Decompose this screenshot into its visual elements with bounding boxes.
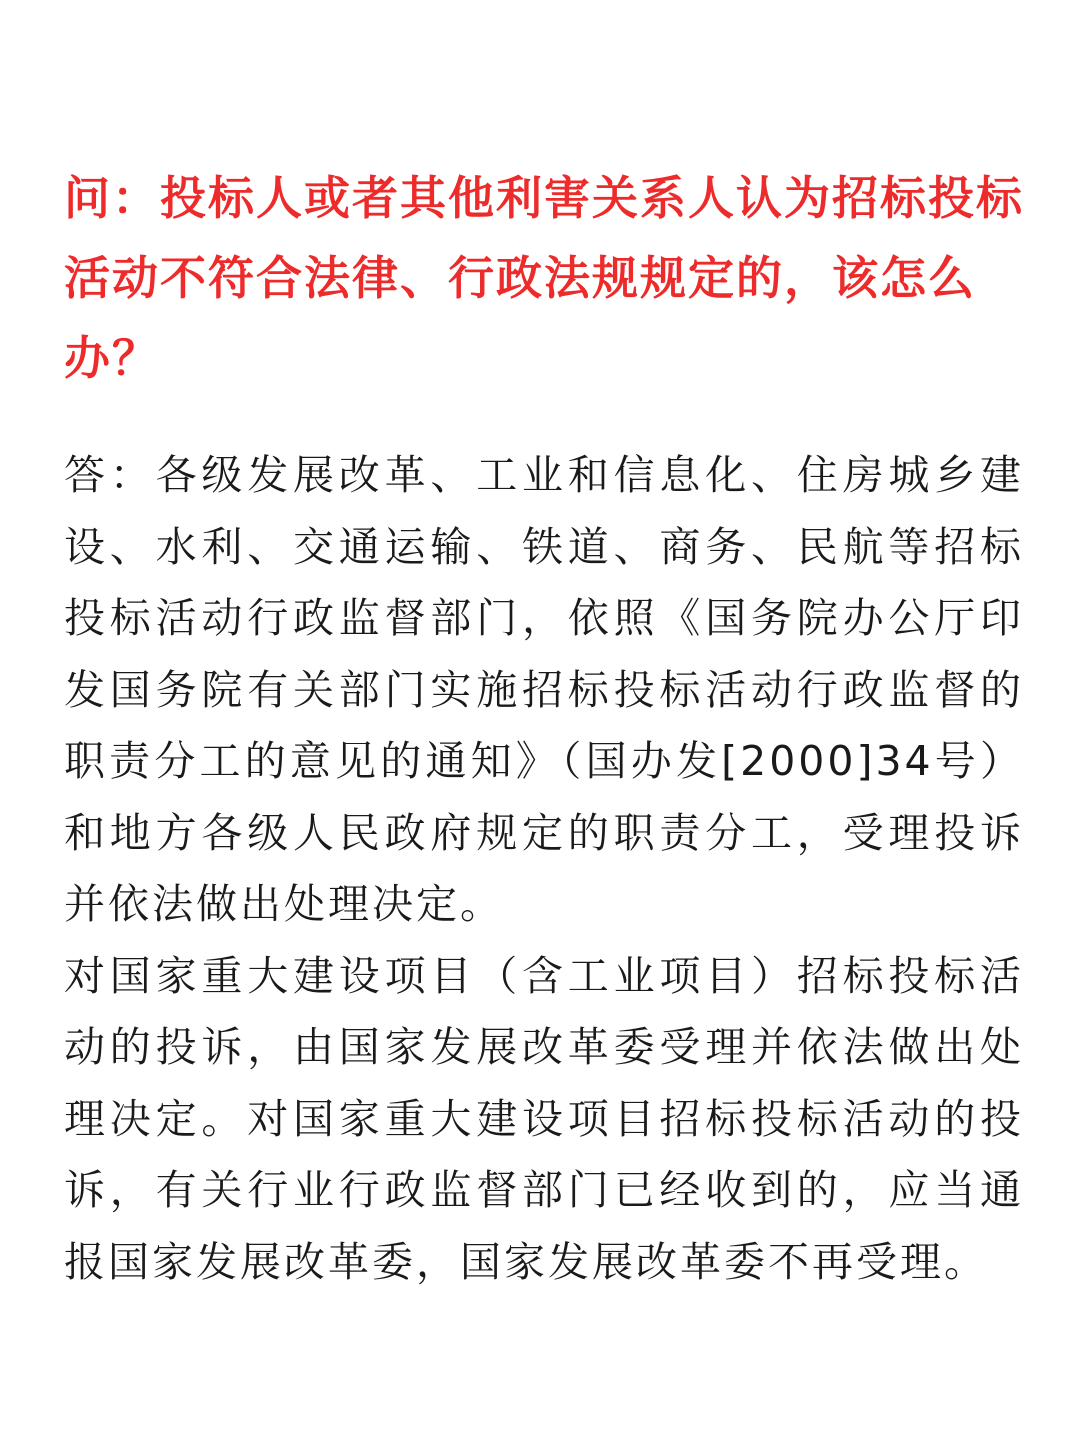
answer-block [64, 440, 1024, 1298]
question-heading: 问：投标人或者其他利害关系人认为招标投标活动不符合法律、行政法规规定的，该怎么办？ [64, 171, 1024, 385]
answer-paragraph-1: 答：各级发展改革、工业和信息化、住房城乡建设、水利、交通运输、铁道、商务、民航等招标投标活动行政监督部门，依照《国务院办公厅印发国务院有关部门实施招标投标活动行政监督的职责分工的意见的通知》（国办发[2000]34号）和地方各级人民政府规定的职责分工，受理投诉并依法做出处理决定。 [64, 451, 1024, 928]
answer-paragraph-2: 对国家重大建设项目（含工业项目）招标投标活动的投诉，由国家发展改革委受理并依法做出处理决定。对国家重大建设项目招标投标活动的投诉，有关行业行政监督部门已经收到的，应当通报国家发展改革委，国家发展改革委不再受理。 [64, 951, 1024, 1286]
